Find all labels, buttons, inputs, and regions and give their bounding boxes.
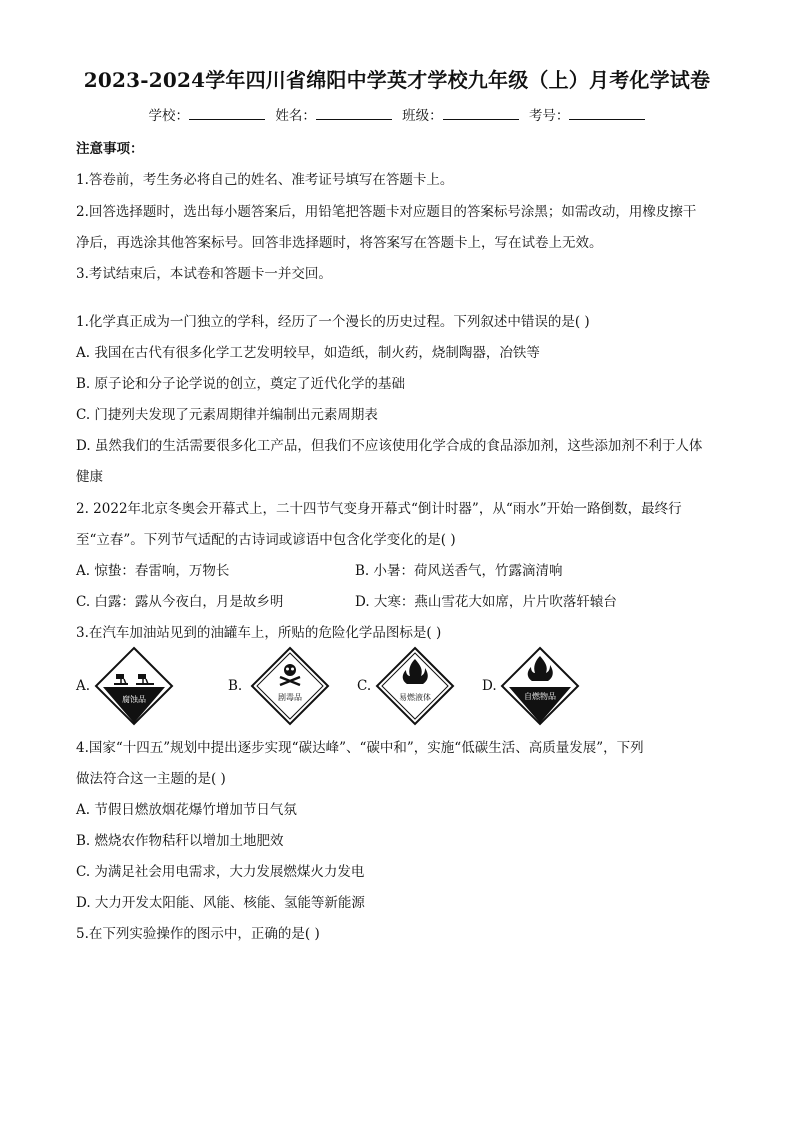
spontaneous-combustion-hazard-icon [500,646,580,726]
question-2-option-b: B. 小暑：荷风送香气，竹露滴清响 [355,563,563,579]
student-info-row [0,104,794,124]
class-field: 班级： [402,104,519,124]
question-4-option-b: B. 燃烧农作物秸秆以增加土地肥效 [76,833,284,849]
hazard-label: 剧毒品 [278,693,302,702]
question-1-option-d: D. 虽然我们的生活需要很多化工产品，但我们不应该使用化学合成的食品添加剂，这些添加剂不利于人体 [76,438,703,454]
question-4-stem: 4.国家“十四五”规划中提出逐步实现“碳达峰”、“碳中和”，实施“低碳生活、高质量发展”，下列 [76,740,644,756]
hazard-label: 腐蚀品 [122,695,146,704]
question-4-option-d: D. 大力开发太阳能、风能、核能、氢能等新能源 [76,895,365,911]
page-title: 2023-2024学年四川省绵阳中学英才学校九年级（上）月考化学试卷 [83,68,711,92]
flammable-liquid-hazard-icon [375,646,455,726]
question-3-option-a: A. 腐蚀品 [76,646,186,726]
question-4-option-a: A. 节假日燃放烟花爆竹增加节日气氛 [76,802,297,818]
hazard-label: 易燃液体 [399,693,431,702]
question-2-option-c: C. 白露：露从今夜白，月是故乡明 [76,594,284,610]
school-field: 学校： [149,104,266,124]
notice-item: 2.回答选择题时，选出每小题答案后，用铅笔把答题卡对应题目的答案标号涂黑；如需改动，用橡皮擦干 [76,204,697,220]
question-3-stem: 3.在汽车加油站见到的油罐车上，所贴的危险化学品图标是( ) [76,625,442,641]
notice-item: 净后，再选涂其他答案标号。回答非选择题时，将答案写在答题卡上，写在试卷上无效。 [76,235,603,251]
question-3-options [76,646,716,726]
notice-heading: 注意事项： [76,141,144,157]
question-2-option-d: D. 大寒：燕山雪花大如席，片片吹落轩辕台 [355,594,617,610]
notice-item: 3.考试结束后，本试卷和答题卡一并交回。 [76,266,332,282]
question-4-stem-cont: 做法符合这一主题的是( ) [76,771,226,787]
question-1-option-d-cont: 健康 [76,469,103,485]
hazard-label: 自燃物品 [524,692,556,701]
question-2-stem: 2. 2022年北京冬奥会开幕式上，二十四节气变身开幕式“倒计时器”，从“雨水”开始一路倒数，最终行 [76,501,682,517]
toxic-hazard-icon [250,646,330,726]
question-2-stem-cont: 至“立春”。下列节气适配的古诗词或谚语中包含化学变化的是( ) [76,532,456,548]
question-5-stem: 5.在下列实验操作的图示中，正确的是( ) [76,926,320,942]
name-field: 姓名： [275,104,392,124]
question-1-option-c: C. 门捷列夫发现了元素周期律并编制出元素周期表 [76,407,378,423]
school-blank [189,107,265,120]
question-1-option-a: A. 我国在古代有很多化学工艺发明较早，如造纸，制火药，烧制陶器，冶铁等 [76,345,540,361]
question-3-option-d: D. 自燃物品 [482,646,592,726]
class-blank [443,107,519,120]
exam-number-field: 考号： [529,104,646,124]
name-blank [316,107,392,120]
question-3-option-b: B. 剧毒品 [228,646,338,726]
question-3-option-c: C. 易燃液体 [357,646,467,726]
notice-item: 1.答卷前，考生务必将自己的姓名、准考证号填写在答题卡上。 [76,172,454,188]
question-4-option-c: C. 为满足社会用电需求，大力发展燃煤火力发电 [76,864,365,880]
question-2-option-a: A. 惊蛰：春雷响，万物长 [76,563,230,579]
question-1-stem: 1.化学真正成为一门独立的学科，经历了一个漫长的历史过程。下列叙述中错误的是( ) [76,314,590,330]
exam-number-blank [569,107,645,120]
corrosive-hazard-icon [94,646,174,726]
question-1-option-b: B. 原子论和分子论学说的创立，奠定了近代化学的基础 [76,376,406,392]
